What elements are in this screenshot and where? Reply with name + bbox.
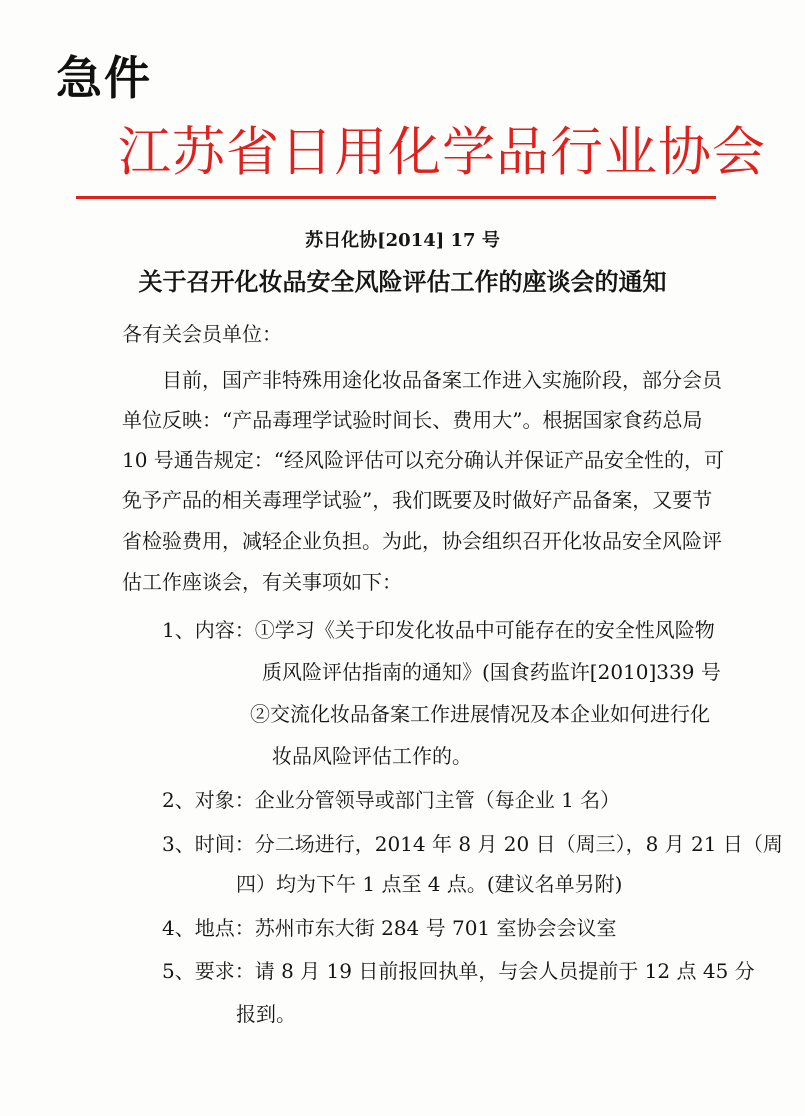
item-target: 2、对象：企业分管领导或部门主管（每企业 1 名）	[162, 788, 621, 812]
item-requirement-line-2: 报到。	[236, 1002, 296, 1026]
item-content-line-1: 1、内容：①学习《关于印发化妆品中可能存在的安全性风险物	[162, 618, 715, 642]
item-place: 4、地点：苏州市东大街 284 号 701 室协会会议室	[162, 916, 617, 940]
header-divider	[76, 196, 716, 199]
body-line-3: 10 号通告规定：“经风险评估可以充分确认并保证产品安全性的，可	[122, 448, 725, 472]
body-line-1: 目前，国产非特殊用途化妆品备案工作进入实施阶段，部分会员	[162, 368, 722, 392]
item-content-line-4: 妆品风险评估工作的。	[272, 744, 472, 768]
item-content-line-2: 质风险评估指南的通知》(国食药监许[2010]339 号	[262, 660, 721, 684]
body-line-5: 省检验费用，减轻企业负担。为此，协会组织召开化妆品安全风险评	[122, 529, 722, 553]
item-time-line-2: 四）均为下午 1 点至 4 点。(建议名单另附)	[236, 872, 623, 896]
organization-name: 江苏省日用化学品行业协会	[118, 122, 766, 183]
body-line-6: 估工作座谈会，有关事项如下：	[122, 570, 402, 594]
item-requirement-line-1: 5、要求：请 8 月 19 日前报回执单，与会人员提前于 12 点 45 分	[162, 959, 755, 983]
salutation: 各有关会员单位：	[122, 322, 282, 346]
item-time-line-1: 3、时间：分二场进行，2014 年 8 月 20 日（周三），8 月 21 日（周	[162, 832, 783, 856]
body-line-2: 单位反映：“产品毒理学试验时间长、费用大”。根据国家食药总局	[122, 408, 703, 432]
document-number: 苏日化协[2014] 17 号	[305, 230, 500, 251]
document-title: 关于召开化妆品安全风险评估工作的座谈会的通知	[138, 268, 667, 296]
body-line-4: 免予产品的相关毒理学试验”，我们既要及时做好产品备案，又要节	[122, 488, 713, 512]
item-content-line-3: ②交流化妆品备案工作进展情况及本企业如何进行化	[250, 702, 710, 726]
urgent-label: 急件	[56, 51, 152, 105]
